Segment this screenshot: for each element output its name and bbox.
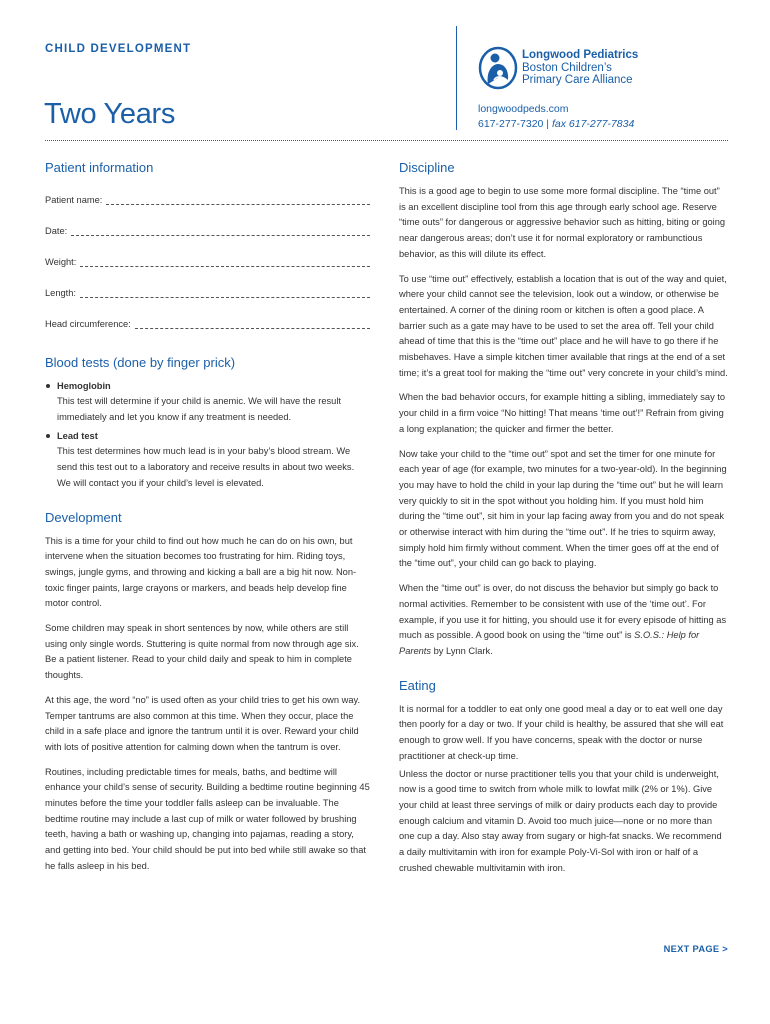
field-line xyxy=(71,228,370,236)
right-column xyxy=(399,160,729,885)
length-field[interactable] xyxy=(45,284,370,298)
contact-info xyxy=(478,102,634,131)
development-paragraph: At this age, the word “no” is used often as your child tries to get his own way. Temper tantrums are also common at this time. When they occur, place the child in a safe place and ignore the tantrum until it is over. Reward your child with lots of positive attention for calming down when the tantrum is over. xyxy=(45,694,361,752)
eating-heading: Eating xyxy=(399,677,436,693)
weight-field[interactable] xyxy=(45,253,370,267)
field-label: Weight: xyxy=(45,257,77,267)
phone-number: 617-277-7320 | xyxy=(478,117,550,130)
hemoglobin-text: This test will determine if your child is anemic. We will have the result immediately and let you know if any treatment is needed. xyxy=(57,396,342,422)
field-label: Patient name: xyxy=(45,195,103,205)
list-item xyxy=(45,429,370,491)
blood-tests-title: Blood tests xyxy=(45,355,110,370)
mother-child-logo-icon xyxy=(478,46,518,90)
lead-test-title: Lead test xyxy=(57,431,98,442)
discipline-paragraph xyxy=(399,581,729,660)
left-column xyxy=(45,160,370,884)
discipline-paragraph: Now take your child to the “time out” spot and set the timer for one minute for each year of age (for example, two minutes for a two-year-old). In the beginning you may have to hold the child in your lap during the “time out” but he will learn very quickly to sit in the spot without you holding him. If you must hold him during the “time out”, sit him in your lap facing away from you and do not speak or otherwise interact with him during the “time out”. If he tries to squirm away, simply hold him firmly without comment. When the timer goes off at the end of the “time out”, your child can go back to playing. xyxy=(399,448,727,569)
bullet-icon xyxy=(46,434,50,438)
org-name xyxy=(522,49,638,87)
field-label: Length: xyxy=(45,288,77,298)
website-link[interactable]: longwoodpeds.com xyxy=(478,103,569,115)
discipline-paragraph: To use “time out” effectively, establish a location that is out of the way and quiet, where your child cannot see the television, look out a window, or otherwise be entertained. A corner of the dining room or kitchen is often a good place. A barrier such as a gate may have to be used to set the area off. Tell your child ahead of time that this is the “time out” place and he will have to go there if he misbehaves. Have a simple kitchen timer available that rings at the end of a set time; it’s a great tool for making the “time out” very concrete in your child’s mind. xyxy=(399,273,728,378)
bullet-icon xyxy=(46,384,50,388)
development-section xyxy=(45,510,370,875)
blood-tests-section xyxy=(45,355,370,492)
discipline-heading: Discipline xyxy=(399,160,455,175)
section-eyebrow: CHILD DEVELOPMENT xyxy=(45,43,192,55)
patient-information-heading: Patient information xyxy=(45,160,154,175)
head-circumference-field[interactable] xyxy=(45,315,370,329)
discipline-section xyxy=(399,160,729,660)
list-item xyxy=(45,379,370,425)
discipline-last-text: When the “time out” is over, do not discuss the behavior but simply go back to normal activities. Remember to be consistent with use of the ‘time out’. For example, if you use it for hitting, you should use it for every episode of hitting as much as possible. A good book on using the “time out” is xyxy=(399,583,727,641)
org-name-line1: Longwood Pediatrics xyxy=(522,49,639,61)
lead-test-text: This test determines how much lead is in your baby’s blood stream. We send this test out to a laboratory and receive results in about two weeks. We will contact you if your child’s level is elevated. xyxy=(57,446,355,488)
hemoglobin-title: Hemoglobin xyxy=(57,381,111,391)
header-rule xyxy=(45,140,728,141)
book-author: by Lynn Clark. xyxy=(431,645,493,656)
date-field[interactable] xyxy=(45,222,370,236)
patient-name-field[interactable] xyxy=(45,191,370,205)
book-title: S.O.S.: Help for Parents xyxy=(399,630,700,656)
blood-tests-note: (done by finger prick) xyxy=(112,355,236,370)
phone-fax-line xyxy=(478,117,634,132)
eating-paragraph: Unless the doctor or nurse practitioner tells you that your child is underweight, now is a good time to switch from whole milk to lowfat milk (2% or 1%). Give your child at least three servings of milk or dairy products each day to provide enough calcium and vitamin D. Avoid too much juice—none or no more than one cup a day. Also stay away from sugary or high-fat snacks. We recommend a daily multivitamin with iron for example Poly-Vi-Sol with iron or half of a crushed chewable multivitamin with iron. xyxy=(399,768,722,873)
page-title: Two Years xyxy=(44,98,176,130)
next-page-link[interactable]: NEXT PAGE > xyxy=(663,944,728,954)
field-line xyxy=(80,290,370,298)
eating-section xyxy=(399,678,729,877)
header-divider xyxy=(456,26,457,130)
field-label: Head circumference: xyxy=(45,319,131,329)
field-label: Date: xyxy=(45,226,68,236)
eating-paragraph: It is normal for a toddler to eat only one good meal a day or to eat well one day then poorly for a day or two. If your child is healthy, be assured that she will eat enough to grow well. If you have concerns, speak with the doctor or nurse practitioner at check-up time. xyxy=(399,703,724,761)
development-heading: Development xyxy=(45,509,122,525)
fax-number: fax 617-277-7834 xyxy=(551,117,635,130)
page-header xyxy=(0,0,770,145)
field-line xyxy=(80,259,370,267)
field-line xyxy=(135,321,370,329)
org-name-line2: Boston Children’s xyxy=(522,61,612,74)
field-line xyxy=(106,197,370,205)
discipline-paragraph: This is a good age to begin to use some more formal discipline. The “time out” is an excellent discipline tool from this age through early school age. Reserve “time outs” for dangerous or aggressive behavior such as hitting, biting or going near dangerous areas; don’t use it for normal exploratory or rambunctious behavior, as this will dilute its effect. xyxy=(399,186,726,259)
discipline-paragraph: When the bad behavior occurs, for example hitting a sibling, immediately say to your child in a firm voice “No hitting! That means ‘time out’!” Refrain from giving a long explanation; the quicker and firmer the better. xyxy=(399,392,726,434)
org-name-line3: Primary Care Alliance xyxy=(522,74,633,86)
development-paragraph: This is a time for your child to find out how much he can do on his own, but intervene when the situation becomes too frustrating for him. Riding toys, swings, jungle gyms, and throwing and kicking a ball are a big hit now. Non-toxic finger paints, large crayons or markers, and beads help develop fine motor control. xyxy=(45,535,357,609)
patient-information-section xyxy=(45,160,370,329)
blood-tests-heading xyxy=(45,355,370,370)
development-paragraph: Routines, including predictable times for meals, baths, and bedtime will enhance your child’s sense of security. Building a bedtime routine beginning 45 minutes before the time your toddler falls asleep can be invaluable. The bedtime routine may include a last cup of milk or water followed by brushing teeth, having a bath or washing up, changing into pajamas, reading a story, and getting into bed. Your child should be put into bed while still awake so that he falls asleep in his bed. xyxy=(45,766,370,871)
development-paragraph: Some children may speak in short sentences by now, while others are still using only single words. Stuttering is quite normal from now through age six. Be a patient listener. Read to your child daily and speak to him in complete thoughts. xyxy=(45,623,359,681)
